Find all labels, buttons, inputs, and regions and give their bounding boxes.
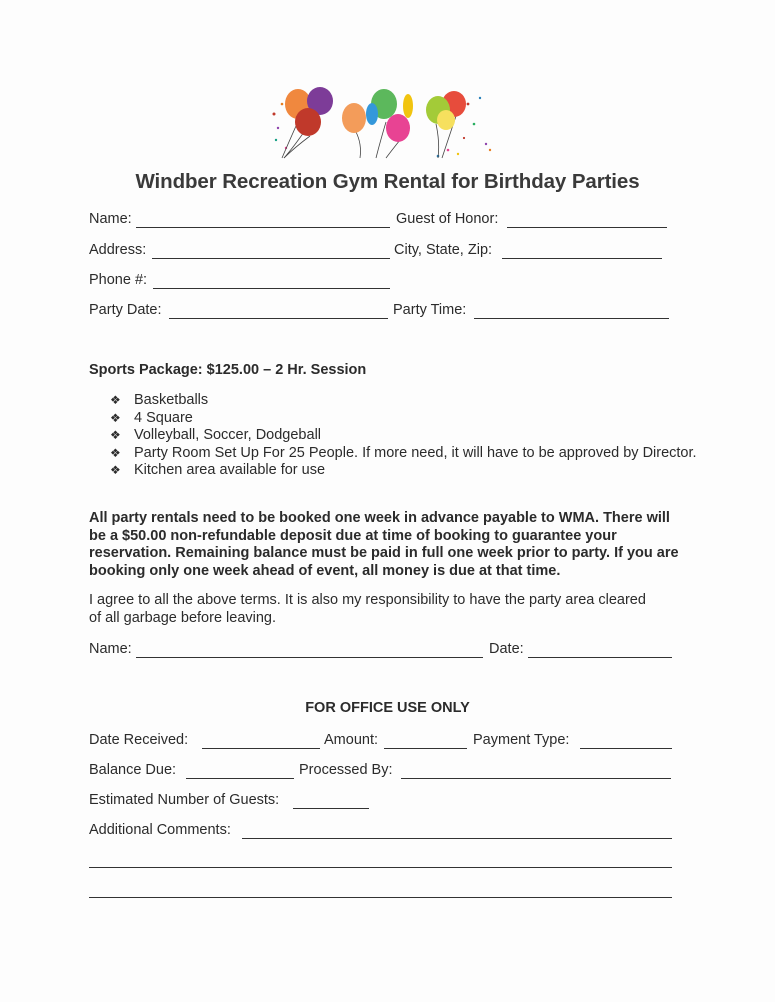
balloon-blue (366, 103, 378, 125)
signature-name-field[interactable] (136, 657, 483, 658)
date-received-label: Date Received: (89, 732, 189, 748)
phone-label: Phone #: (89, 272, 148, 288)
party-time-field[interactable] (474, 318, 669, 319)
balloon-yellow (403, 94, 413, 118)
estimated-guests-label: Estimated Number of Guests: (89, 792, 280, 808)
booking-terms: All party rentals need to be booked one week in advance payable to WMA. There will be a $50.00 non-refundable deposit due at time of booking to guarantee your reservation. Remaining balance must be paid in full one week prior to party. If you are booking only one week ahead of event, all money is due at that time. (89, 510, 679, 579)
amount-field[interactable] (384, 748, 467, 749)
balloon-orange-2 (342, 103, 366, 133)
office-use-heading: FOR OFFICE USE ONLY (305, 700, 470, 716)
additional-comments-line-3[interactable] (89, 897, 672, 898)
amount-label: Amount: (324, 732, 378, 748)
diamond-bullet-icon: ❖ (110, 463, 121, 477)
balloons-illustration (268, 84, 496, 162)
signature-date-label: Date: (489, 641, 524, 657)
package-heading: Sports Package: $125.00 – 2 Hr. Session (89, 362, 367, 378)
list-item: ❖ Kitchen area available for use (110, 462, 326, 478)
estimated-guests-field[interactable] (293, 808, 369, 809)
balloon-yellow-2 (437, 110, 455, 130)
balloon-red (295, 108, 321, 136)
party-date-field[interactable] (169, 318, 388, 319)
payment-type-label: Payment Type: (473, 732, 570, 748)
additional-comments-line-2[interactable] (89, 867, 672, 868)
diamond-bullet-icon: ❖ (110, 410, 121, 425)
list-item: ❖ 4 Square (110, 409, 193, 426)
guest-of-honor-field[interactable] (507, 227, 667, 228)
processed-by-field[interactable] (401, 778, 671, 779)
diamond-bullet-icon: ❖ (110, 428, 121, 442)
name-label: Name: (89, 211, 132, 227)
payment-type-field[interactable] (580, 748, 672, 749)
guest-of-honor-label: Guest of Honor: (396, 211, 499, 227)
additional-comments-field[interactable] (242, 838, 672, 839)
agreement-text: I agree to all the above terms. It is also my responsibility to have the party area cleared of all garbage before leaving. (89, 592, 646, 626)
phone-field[interactable] (153, 288, 390, 289)
diamond-bullet-icon: ❖ (110, 393, 121, 407)
list-item: ❖ Party Room Set Up For 25 People. If more need, it will have to be approved by Director. (110, 444, 697, 461)
list-item: ❖ Basketballs (110, 392, 209, 408)
address-label: Address: (89, 242, 147, 258)
balance-due-label: Balance Due: (89, 762, 177, 778)
list-item: ❖ Volleyball, Soccer, Dodgeball (110, 427, 322, 443)
processed-by-label: Processed By: (299, 762, 393, 778)
balloon-pink (386, 114, 410, 142)
name-field[interactable] (136, 227, 390, 228)
page-title: Windber Recreation Gym Rental for Birthday Parties (135, 170, 640, 193)
package-list (110, 392, 700, 480)
additional-comments-label: Additional Comments: (89, 822, 231, 838)
signature-date-field[interactable] (528, 657, 672, 658)
diamond-bullet-icon: ❖ (110, 445, 121, 460)
signature-name-label: Name: (89, 641, 132, 657)
date-received-field[interactable] (202, 748, 320, 749)
balance-due-field[interactable] (186, 778, 294, 779)
city-state-zip-label: City, State, Zip: (394, 242, 493, 258)
city-state-zip-field[interactable] (502, 258, 662, 259)
party-time-label: Party Time: (393, 302, 467, 318)
address-field[interactable] (152, 258, 390, 259)
party-date-label: Party Date: (89, 302, 162, 318)
